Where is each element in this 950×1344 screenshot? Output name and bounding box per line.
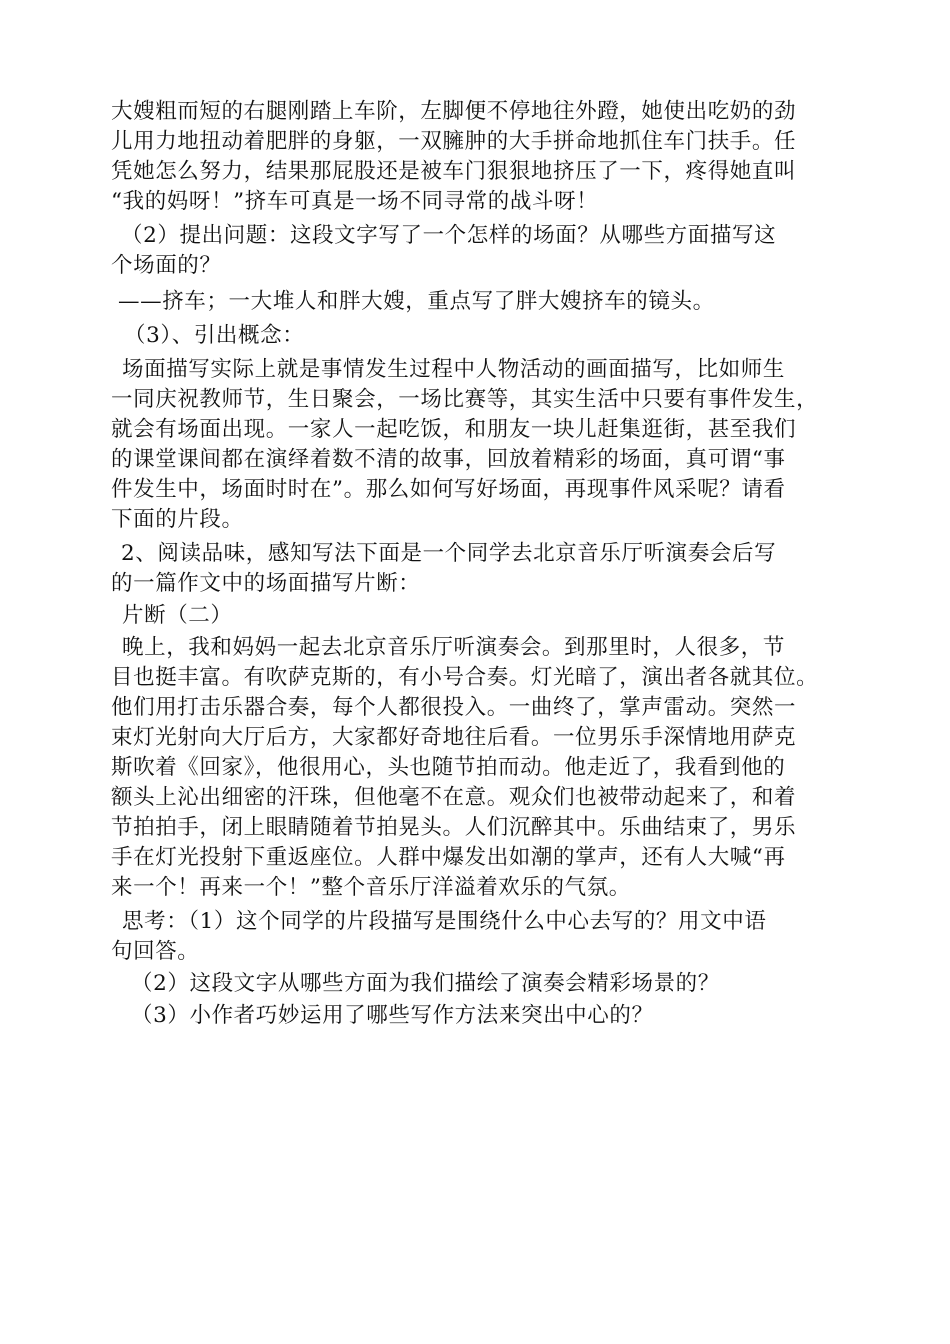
text-line: 节拍拍手，闭上眼睛随着节拍晃头。人们沉醉其中。乐曲结束了，男乐 (111, 815, 797, 840)
text-line: 手在灯光投射下重返座位。人群中爆发出如潮的掌声，还有人大喊“再 (111, 845, 786, 870)
text-line: （2）提出问题：这段文字写了一个怎样的场面？从哪些方面描写这 (121, 223, 777, 248)
text-line: 件发生中，场面时时在”。那么如何写好场面，再现事件风采呢？请看 (111, 477, 786, 502)
text-line: 凭她怎么努力，结果那屁股还是被车门狠狠地挤压了一下，疼得她直叫 (111, 159, 797, 184)
text-line: 句回答。 (111, 939, 200, 964)
text-line: 2、阅读品味，感知写法下面是一个同学去北京音乐厅听演奏会后写 (121, 541, 777, 566)
text-line: 的一篇作文中的场面描写片断： (111, 571, 421, 596)
text-line: 一同庆祝教师节，生日聚会，一场比赛等，其实生活中只要有事件发生， (111, 387, 819, 412)
text-line: 就会有场面出现。一家人一起吃饭，和朋友一块儿赶集逛街，甚至我们 (111, 417, 797, 442)
text-line: 来一个！再来一个！”整个音乐厅洋溢着欢乐的气氛。 (111, 875, 631, 900)
text-line: 大嫂粗而短的右腿刚踏上车阶，左脚便不停地往外蹬，她使出吃奶的劲 (111, 99, 797, 124)
text-line: ——挤车；一大堆人和胖大嫂，重点写了胖大嫂挤车的镜头。 (118, 289, 715, 314)
text-line: （2）这段文字从哪些方面为我们描绘了演奏会精彩场景的？ (131, 971, 720, 996)
text-line: 的课堂课间都在演绎着数不清的故事，回放着精彩的场面，真可谓“事 (111, 447, 786, 472)
text-line: 场面描写实际上就是事情发生过程中人物活动的画面描写，比如师生 (122, 357, 786, 382)
text-line: （3）小作者巧妙运用了哪些写作方法来突出中心的？ (131, 1003, 654, 1028)
text-line: 儿用力地扭动着肥胖的身躯，一双臃肿的大手拼命地抓住车门扶手。任 (111, 129, 797, 154)
text-line: “我的妈呀！”挤车可真是一场不同寻常的战斗呀！ (111, 189, 599, 214)
text-line: 束灯光射向大厅后方，大家都好奇地往后看。一位男乐手深情地用萨克 (111, 725, 797, 750)
text-line: 他们用打击乐器合奏，每个人都很投入。一曲终了，掌声雷动。突然一 (111, 695, 797, 720)
text-line: 片断（二） (122, 603, 233, 628)
text-line: （3）、引出概念： (124, 323, 305, 348)
text-line: 下面的片段。 (111, 507, 244, 532)
text-line: 斯吹着《回家》，他很用心，头也随节拍而动。他走近了，我看到他的 (111, 755, 786, 780)
text-line: 晚上，我和妈妈一起去北京音乐厅听演奏会。到那里时，人很多，节 (122, 635, 786, 660)
text-line: 思考：（1）这个同学的片段描写是围绕什么中心去写的？用文中语 (122, 909, 767, 934)
text-line: 个场面的？ (111, 253, 222, 278)
text-line: 目也挺丰富。有吹萨克斯的，有小号合奏。灯光暗了，演出者各就其位。 (111, 665, 819, 690)
text-line: 额头上沁出细密的汗珠，但他毫不在意。观众们也被带动起来了，和着 (111, 785, 797, 810)
